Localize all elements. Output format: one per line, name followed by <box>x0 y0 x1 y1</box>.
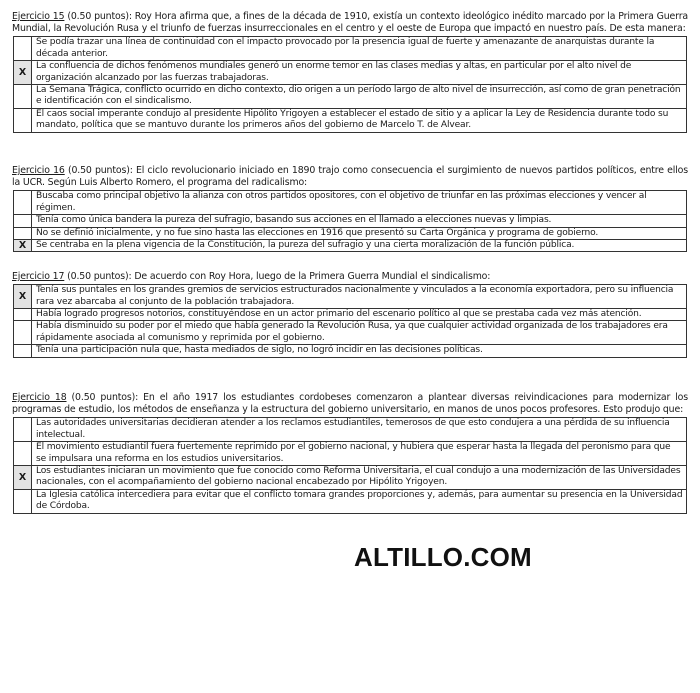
exercise-question <box>12 271 688 283</box>
option-text: Los estudiantes iniciaran un movimiento que fue conocido como Reforma Universitaria, el cual condujo a una modernización de las Universidades nacionales, con el acompañamiento del gobierno nacional encabezado por Hipólito Yrigoyen. <box>32 466 687 490</box>
option-text: La Semana Trágica, conflicto ocurrido en dicho contexto, dio origen a un período largo de alto nivel de insurrección, así como de gran penetración e identificación con el sindicalismo. <box>32 85 687 109</box>
answer-mark[interactable] <box>14 489 32 513</box>
exercise-number: Ejercicio 16 <box>12 165 65 176</box>
answer-mark[interactable] <box>14 309 32 321</box>
answer-mark[interactable]: X <box>14 285 32 309</box>
exercise-question <box>12 165 688 189</box>
option-text: La Iglesia católica intercediera para evitar que el conflicto tomara grandes proporciones y, además, para aumentar su presencia en la Universidad de Córdoba. <box>32 489 687 513</box>
exercise-17 <box>12 271 688 358</box>
option-row[interactable] <box>14 466 687 490</box>
options-table <box>13 284 687 357</box>
exercise-prompt: (0.50 puntos): En el año 1917 los estudiantes cordobeses comenzaron a plantear diversas reivindicaciones para modernizar los programas de estudio, los métodos de enseñanza y la estructura del gobierno universitario, en manos de unos pocos profesores. Esto produjo que: <box>12 392 688 416</box>
exercise-prompt: (0.50 puntos): De acuerdo con Roy Hora, luego de la Primera Guerra Mundial el sindicalismo: <box>64 271 491 282</box>
answer-mark[interactable] <box>14 345 32 357</box>
answer-mark[interactable] <box>14 418 32 442</box>
option-row[interactable] <box>14 418 687 442</box>
option-row[interactable] <box>14 61 687 85</box>
option-row[interactable] <box>14 85 687 109</box>
option-row[interactable] <box>14 240 687 252</box>
option-text: El movimiento estudiantil fuera fuertemente reprimido por el gobierno nacional, y hubiera que esperar hasta la llegada del peronismo para que se impulsara una reforma en los estudios universitarios. <box>32 442 687 466</box>
answer-mark[interactable] <box>14 85 32 109</box>
answer-mark[interactable]: X <box>14 61 32 85</box>
option-text: Las autoridades universitarias decidieran atender a los reclamos estudiantiles, temerosos de que esto condujera a una pérdida de su influencia intelectual. <box>32 418 687 442</box>
option-row[interactable] <box>14 37 687 61</box>
option-row[interactable] <box>14 345 687 357</box>
answer-mark[interactable] <box>14 442 32 466</box>
option-row[interactable] <box>14 285 687 309</box>
option-row[interactable] <box>14 321 687 345</box>
option-text: Había disminuido su poder por el miedo que había generado la Revolución Rusa, ya que cualquier actividad organizada de los trabajadores era rápidamente asociada al comunismo y reprimida por el gobierno. <box>32 321 687 345</box>
option-text: Tenía como única bandera la pureza del sufragio, basando sus acciones en el llamado a elecciones nuevas y limpias. <box>32 215 687 227</box>
answer-mark[interactable]: X <box>14 240 32 252</box>
answer-mark[interactable] <box>14 108 32 132</box>
exercise-number: Ejercicio 18 <box>12 392 67 403</box>
option-row[interactable] <box>14 227 687 239</box>
exercise-prompt: (0.50 puntos): El ciclo revolucionario iniciado en 1890 trajo como consecuencia el surgimiento de nuevos partidos políticos, entre ellos la UCR. Según Luis Alberto Romero, el programa del radicalismo: <box>12 165 688 189</box>
option-row[interactable] <box>14 309 687 321</box>
option-row[interactable] <box>14 215 687 227</box>
answer-mark[interactable] <box>14 215 32 227</box>
option-text: El caos social imperante condujo al presidente Hipólito Yrigoyen a establecer el estado de sitio y a aplicar la Ley de Residencia durante todo su mandato, política que se mantuvo durante los primeros años del gobierno de Marcelo T. de Alvear. <box>32 108 687 132</box>
options-table <box>13 36 687 132</box>
option-text: Se podía trazar una línea de continuidad con el impacto provocado por la presencia igual de fuerte y amenazante de anarquistas durante la década anterior. <box>32 37 687 61</box>
option-text: Se centraba en la plena vigencia de la Constitución, la pureza del sufragio y una cierta moralización de la función pública. <box>32 240 687 252</box>
option-row[interactable] <box>14 442 687 466</box>
answer-mark[interactable]: X <box>14 466 32 490</box>
exercise-question <box>12 11 688 35</box>
answer-mark[interactable] <box>14 191 32 215</box>
answer-mark[interactable] <box>14 227 32 239</box>
options-table <box>13 190 687 252</box>
option-row[interactable] <box>14 191 687 215</box>
option-text: Había logrado progresos notorios, constituyéndose en un actor primario del escenario político al que se prestaba cada vez más atención. <box>32 309 687 321</box>
exercise-number: Ejercicio 15 <box>12 11 65 22</box>
exercise-number: Ejercicio 17 <box>12 271 65 282</box>
option-text: Buscaba como principal objetivo la alianza con otros partidos opositores, con el objetivo de triunfar en las próximas elecciones y vencer al régimen. <box>32 191 687 215</box>
watermark-logo: ALTILLO.COM <box>354 542 532 572</box>
answer-mark[interactable] <box>14 321 32 345</box>
option-text: Tenía una participación nula que, hasta mediados de siglo, no logró incidir en las decisiones políticas. <box>32 345 687 357</box>
exercise-prompt: (0.50 puntos): Roy Hora afirma que, a fines de la década de 1910, existía un contexto ideológico inédito marcado por la Primera Guerra Mundial, la Revolución Rusa y el triunfo de fuerzas insurreccionales en el centro y el oeste de Europa que impactó en nuestro país. De esta manera: <box>12 11 688 35</box>
option-text: No se definió inicialmente, y no fue sino hasta las elecciones en 1916 que presentó su Carta Orgánica y programa de gobierno. <box>32 227 687 239</box>
option-row[interactable] <box>14 489 687 513</box>
answer-mark[interactable] <box>14 37 32 61</box>
exercise-question <box>12 392 688 416</box>
exercise-15 <box>12 11 688 133</box>
exercise-16 <box>12 165 688 252</box>
exercise-18 <box>12 392 688 514</box>
option-text: La confluencia de dichos fenómenos mundiales generó un enorme temor en las clases medias y altas, en particular por el alto nivel de organización alcanzado por las fuerzas trabajadoras. <box>32 61 687 85</box>
option-text: Tenía sus puntales en los grandes gremios de servicios estructurados nacionalmente y vinculados a la economía exportadora, pero su influencia rara vez abarcaba al conjunto de la población trabajadora. <box>32 285 687 309</box>
option-row[interactable] <box>14 108 687 132</box>
options-table <box>13 417 687 513</box>
